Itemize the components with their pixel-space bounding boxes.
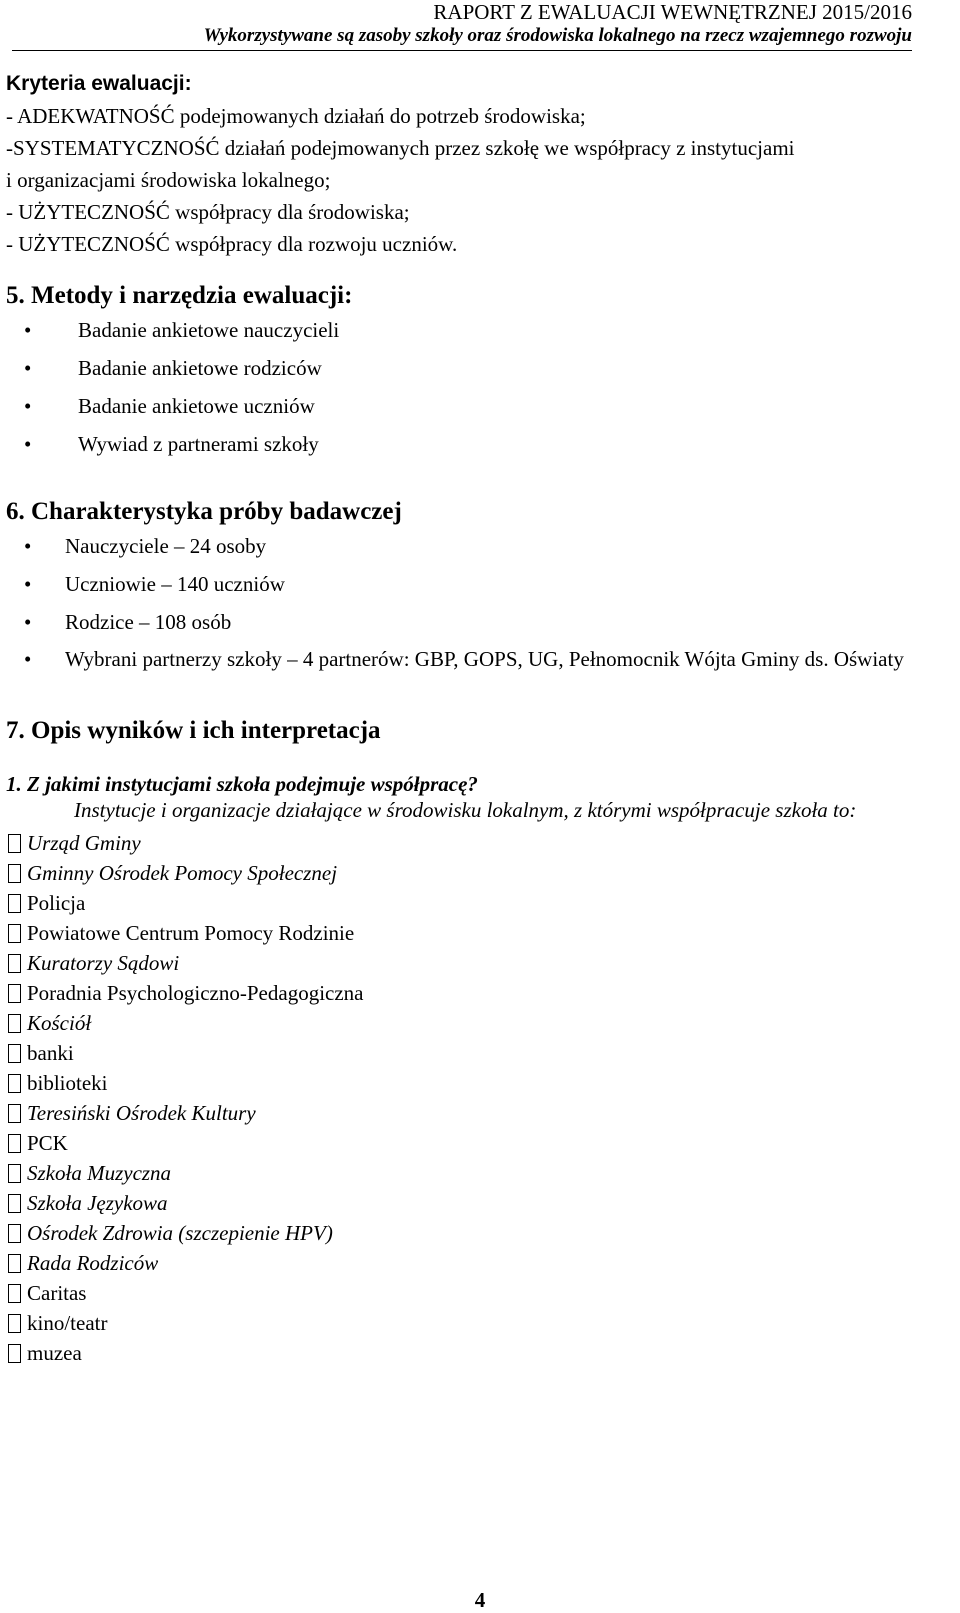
list-item-text: Ośrodek Zdrowia (szczepienie HPV) xyxy=(27,1221,333,1245)
list-item xyxy=(6,1068,956,1098)
methods-list xyxy=(6,316,956,458)
list-item xyxy=(6,858,956,888)
criteria-title: Kryteria ewaluacji: xyxy=(6,72,192,95)
list-item xyxy=(6,1038,956,1068)
checkbox-icon xyxy=(8,1344,21,1363)
checkbox-icon xyxy=(8,1014,21,1033)
list-item xyxy=(6,646,956,673)
list-item-text: Rodzice – 108 osób xyxy=(65,610,232,634)
list-item xyxy=(6,1128,956,1158)
list-item xyxy=(6,392,956,420)
checkbox-icon xyxy=(8,894,21,913)
section-7-title: 7. Opis wyników i ich interpretacja xyxy=(6,717,381,744)
list-item-text: muzea xyxy=(27,1341,82,1365)
checkbox-icon xyxy=(8,1224,21,1243)
list-item xyxy=(6,1158,956,1188)
list-item xyxy=(6,828,956,858)
list-item-text: Teresiński Ośrodek Kultury xyxy=(27,1101,256,1125)
list-item-text: Powiatowe Centrum Pomocy Rodzinie xyxy=(27,921,355,945)
list-item-text: Badanie ankietowe uczniów xyxy=(78,394,315,418)
list-item xyxy=(6,570,956,598)
question-1-intro: Instytucje i organizacje działające w środowisku lokalnym, z którymi współpracuje szkoła to: xyxy=(74,798,857,822)
checkbox-icon xyxy=(8,1254,21,1273)
checkbox-icon xyxy=(8,834,21,853)
institutions-list xyxy=(6,828,956,1368)
list-item-text: Policja xyxy=(27,891,86,915)
criteria-line: - ADEKWATNOŚĆ podejmowanych działań do potrzeb środowiska; xyxy=(6,104,586,128)
list-item xyxy=(6,532,956,560)
list-item xyxy=(6,354,956,382)
checkbox-icon xyxy=(8,1164,21,1183)
list-item-text: Uczniowie – 140 uczniów xyxy=(65,572,285,596)
checkbox-icon xyxy=(8,1194,21,1213)
list-item xyxy=(6,978,956,1008)
checkbox-icon xyxy=(8,1134,21,1153)
criteria-line: - UŻYTECZNOŚĆ współpracy dla rozwoju uczniów. xyxy=(6,232,458,256)
list-item xyxy=(6,430,956,458)
checkbox-icon xyxy=(8,984,21,1003)
checkbox-icon xyxy=(8,954,21,973)
list-item xyxy=(6,888,956,918)
bullet-icon: • xyxy=(24,610,32,634)
list-item xyxy=(6,1188,956,1218)
criteria-line: i organizacjami środowiska lokalnego; xyxy=(6,168,331,192)
list-item-text: Nauczyciele – 24 osoby xyxy=(65,534,267,558)
list-item-text: Badanie ankietowe nauczycieli xyxy=(78,318,340,342)
list-item-text xyxy=(65,646,942,673)
bullet-icon: • xyxy=(24,394,32,418)
list-item-text: banki xyxy=(27,1041,74,1065)
list-item xyxy=(6,948,956,978)
bullet-icon: • xyxy=(24,534,32,558)
checkbox-icon xyxy=(8,1314,21,1333)
criteria-line: -SYSTEMATYCZNOŚĆ działań podejmowanych przez szkołę we współpracy z instytucjami xyxy=(6,136,795,160)
list-item-text: Badanie ankietowe rodziców xyxy=(78,356,322,380)
list-item xyxy=(6,1218,956,1248)
bullet-icon: • xyxy=(24,432,32,456)
sample-list xyxy=(6,532,956,673)
list-item-text: Gminny Ośrodek Pomocy Społecznej xyxy=(27,861,338,885)
list-item xyxy=(6,316,956,344)
list-item-text: Wywiad z partnerami szkoły xyxy=(78,432,319,456)
list-item-text: kino/teatr xyxy=(27,1311,108,1335)
criteria-line: - UŻYTECZNOŚĆ współpracy dla środowiska; xyxy=(6,200,410,224)
bullet-icon: • xyxy=(24,356,32,380)
list-item xyxy=(6,1248,956,1278)
checkbox-icon xyxy=(8,1044,21,1063)
list-item-text: Szkoła Muzyczna xyxy=(27,1161,172,1185)
report-title: RAPORT Z EWALUACJI WEWNĘTRZNEJ 2015/2016 xyxy=(433,0,912,24)
partners-text: Wybrani partnerzy szkoły – 4 partnerów: GBP, GOPS, UG, Pełnomocnik Wójta Gminy ds. Oświaty xyxy=(65,647,904,671)
section-6-title: 6. Charakterystyka próby badawczej xyxy=(6,498,402,525)
checkbox-icon xyxy=(8,1284,21,1303)
report-subtitle: Wykorzystywane są zasoby szkoły oraz środowiska lokalnego na rzecz wzajemnego rozwoju xyxy=(203,25,912,46)
list-item-text: Caritas xyxy=(27,1281,87,1305)
checkbox-icon xyxy=(8,924,21,943)
list-item xyxy=(6,1278,956,1308)
list-item xyxy=(6,1098,956,1128)
list-item-text: Kuratorzy Sądowi xyxy=(27,951,180,975)
list-item-text: Rada Rodziców xyxy=(27,1251,159,1275)
list-item-text: PCK xyxy=(27,1131,68,1155)
list-item-text: Urząd Gminy xyxy=(27,831,141,855)
list-item xyxy=(6,1008,956,1038)
section-5-title: 5. Metody i narzędzia ewaluacji: xyxy=(6,282,353,309)
bullet-icon: • xyxy=(24,318,32,342)
list-item-text: Poradnia Psychologiczno-Pedagogiczna xyxy=(27,981,364,1005)
list-item xyxy=(6,1308,956,1338)
checkbox-icon xyxy=(8,1074,21,1093)
list-item xyxy=(6,608,956,636)
bullet-icon: • xyxy=(24,647,32,671)
list-item-text: Kościół xyxy=(27,1011,92,1035)
list-item xyxy=(6,918,956,948)
question-1-title: 1. Z jakimi instytucjami szkoła podejmuje współpracę? xyxy=(6,772,478,796)
checkbox-icon xyxy=(8,1104,21,1123)
page-number: 4 xyxy=(474,1588,486,1612)
page-header xyxy=(12,0,912,51)
list-item-text: Szkoła Językowa xyxy=(27,1191,168,1215)
bullet-icon: • xyxy=(24,572,32,596)
list-item-text: biblioteki xyxy=(27,1071,108,1095)
document-body xyxy=(6,68,956,1368)
list-item xyxy=(6,1338,956,1368)
checkbox-icon xyxy=(8,864,21,883)
